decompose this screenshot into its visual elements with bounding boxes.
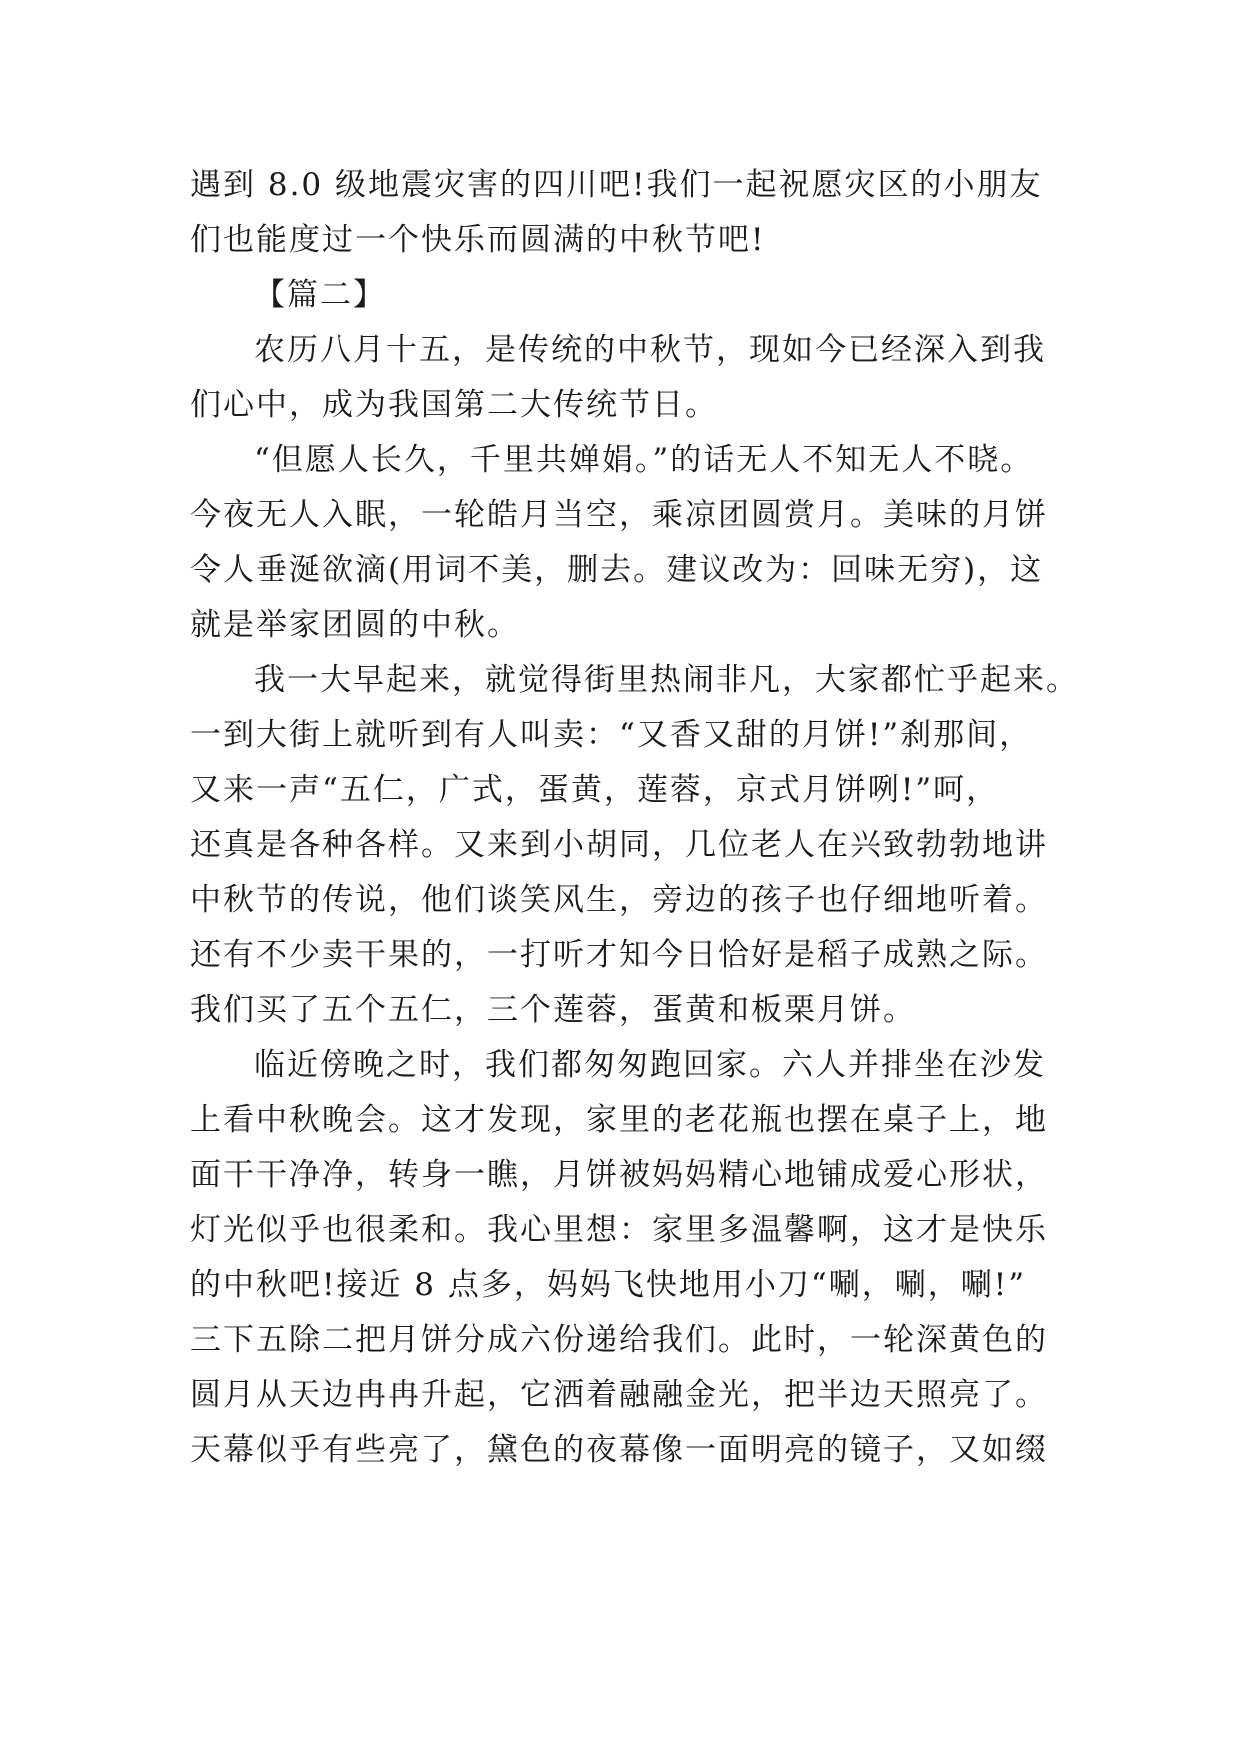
text-line: 的中秋吧!接近 8 点多，妈妈飞快地用小刀“唰，唰，唰!” <box>190 1267 1027 1303</box>
text-line: 面干干净净，转身一瞧，月饼被妈妈精心地铺成爱心形状， <box>190 1157 1048 1193</box>
text-line: 还有不少卖干果的，一打听才知今日恰好是稻子成熟之际。 <box>190 937 1048 973</box>
text-line: 天幕似乎有些亮了，黛色的夜幕像一面明亮的镜子，又如缀 <box>190 1432 1048 1468</box>
paragraph-start: 农历八月十五，是传统的中秋节，现如今已经深入到我 <box>254 332 1046 368</box>
section-heading: 【篇二】 <box>254 277 386 313</box>
paragraph-start: 临近傍晚之时，我们都匆匆跑回家。六人并排坐在沙发 <box>254 1047 1046 1083</box>
text-line: 灯光似乎也很柔和。我心里想：家里多温馨啊，这才是快乐 <box>190 1212 1048 1248</box>
paragraph-start: 我一大早起来，就觉得街里热闹非凡，大家都忙乎起来。 <box>254 662 1079 698</box>
text-line: 我们买了五个五仁，三个莲蓉，蛋黄和板栗月饼。 <box>190 992 916 1028</box>
text-line: 还真是各种各样。又来到小胡同，几位老人在兴致勃勃地讲 <box>190 827 1048 863</box>
text-line: 上看中秋晚会。这才发现，家里的老花瓶也摆在桌子上，地 <box>190 1102 1048 1138</box>
text-line: 们心中，成为我国第二大传统节日。 <box>190 387 718 423</box>
text-line: 中秋节的传说，他们谈笑风生，旁边的孩子也仔细地听着。 <box>190 882 1048 918</box>
text-line: 又来一声“五仁，广式，蛋黄，莲蓉，京式月饼咧!”呵， <box>190 772 1000 808</box>
text-line: 遇到 8.0 级地震灾害的四川吧!我们一起祝愿灾区的小朋友 <box>190 167 1043 203</box>
text-line: 就是举家团圆的中秋。 <box>190 607 520 643</box>
paragraph-start: “但愿人长久，千里共婵娟。”的话无人不知无人不晓。 <box>254 442 1034 478</box>
text-line: 们也能度过一个快乐而圆满的中秋节吧! <box>190 222 766 258</box>
text-line: 今夜无人入眠，一轮皓月当空，乘凉团圆赏月。美味的月饼 <box>190 497 1048 533</box>
text-line: 三下五除二把月饼分成六份递给我们。此时，一轮深黄色的 <box>190 1322 1048 1358</box>
text-line: 一到大街上就听到有人叫卖：“又香又甜的月饼!”刹那间， <box>190 717 1033 753</box>
text-line: 圆月从天边冉冉升起，它洒着融融金光，把半边天照亮了。 <box>190 1377 1048 1413</box>
text-line: 令人垂涎欲滴(用词不美，删去。建议改为：回味无穷)，这 <box>190 552 1044 588</box>
